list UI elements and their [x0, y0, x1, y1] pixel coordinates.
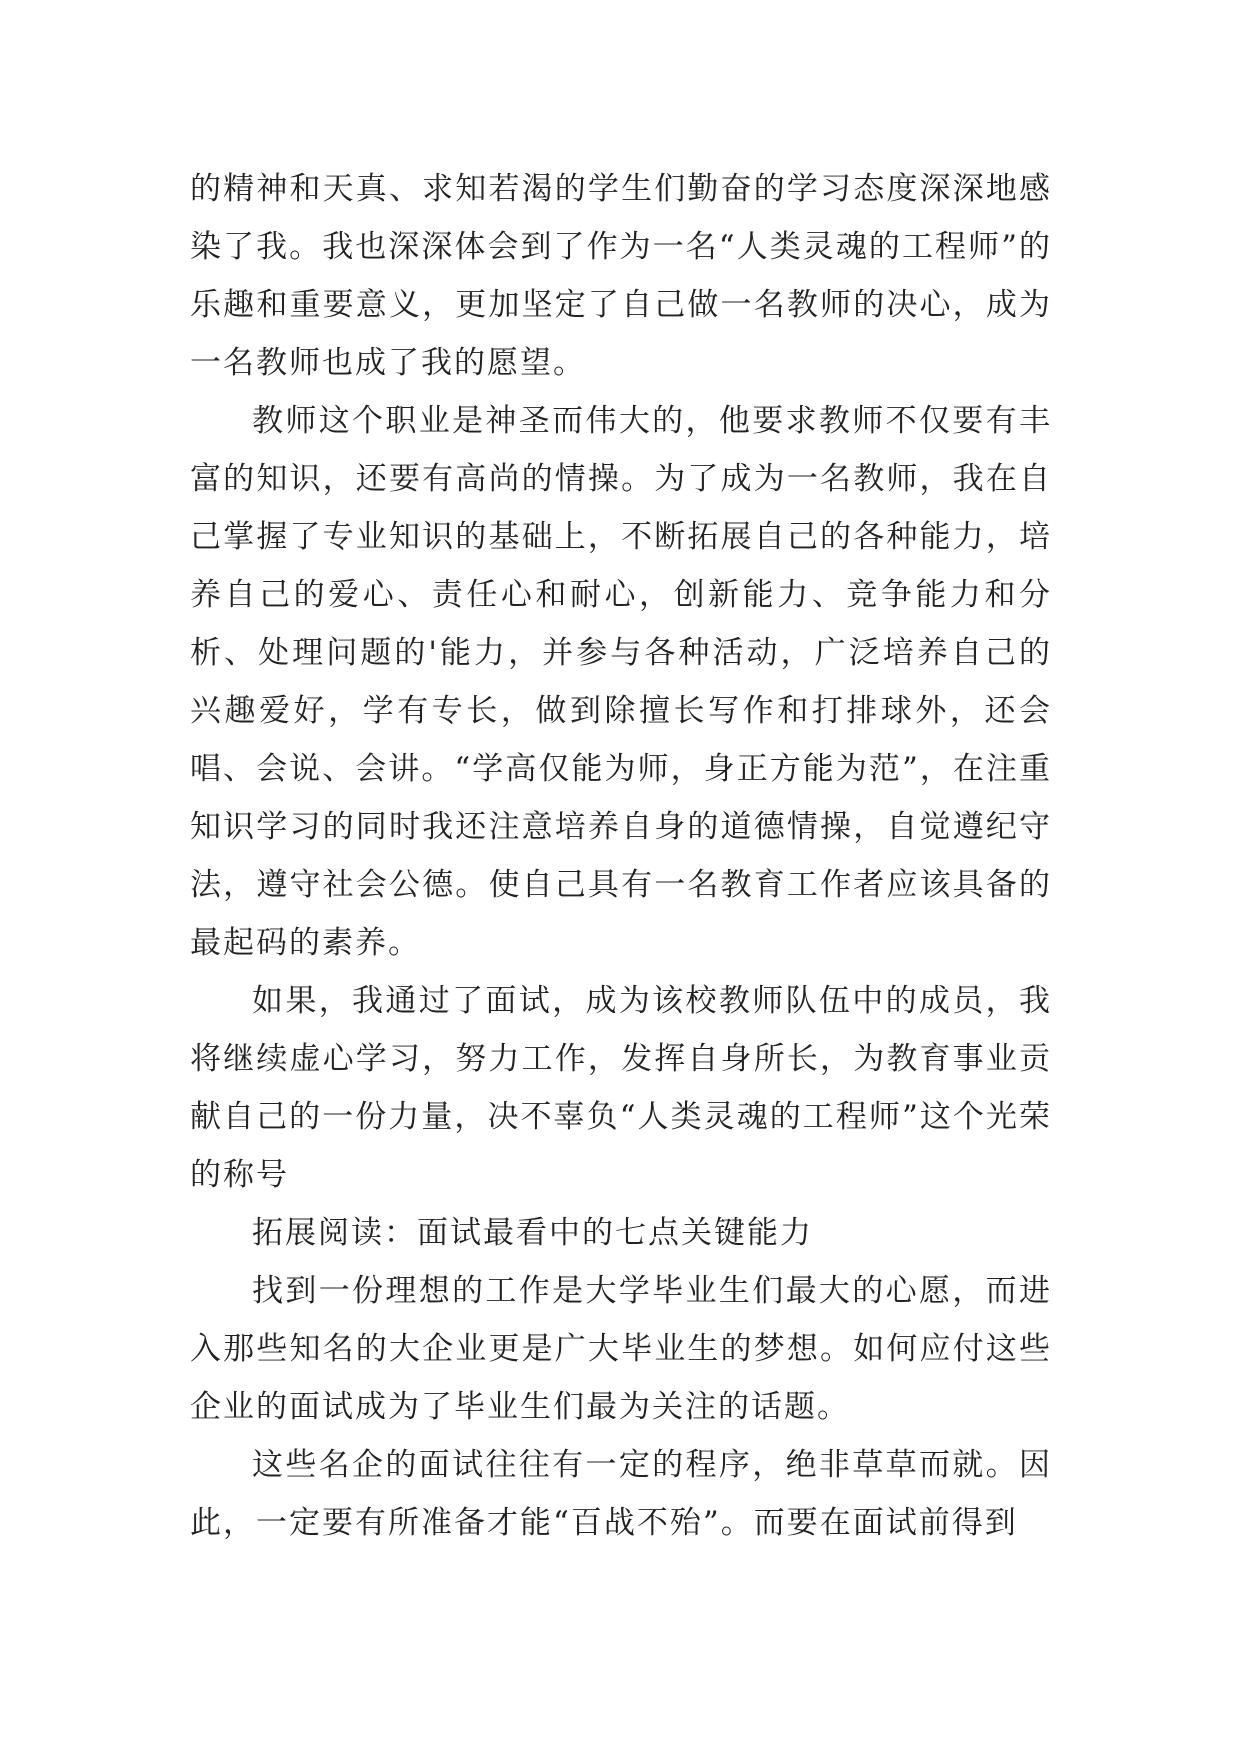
paragraph-ideal-job: 找到一份理想的工作是大学毕业生们最大的心愿，而进入那些知名的大企业更是广大毕业生的梦想。如何应付这些企业的面试成为了毕业生们最为关注的话题。 — [190, 1273, 1052, 1425]
section-heading-extended-reading: 拓展阅读：面试最看中的七点关键能力 — [252, 1215, 813, 1251]
paragraph-teacher-profession: 教师这个职业是神圣而伟大的，他要求教师不仅要有丰富的知识，还要有高尚的情操。为了成为一名教师，我在自己掌握了专业知识的基础上，不断拓展自己的各种能力，培养自己的爱心、责任心和耐心，创新能力、竞争能力和分析、处理问题的'能力，并参与各种活动，广泛培养自己的兴趣爱好，学有专长，做到除擅长写作和打排球外，还会唱、会说、会讲。“学高仅能为师，身正方能为范”，在注重知识学习的同时我还注意培养自身的道德情操，自觉遵纪守法，遵守社会公德。使自己具有一名教育工作者应该具备的最起码的素养。 — [190, 403, 1052, 961]
paragraph-if-pass-interview: 如果，我通过了面试，成为该校教师队伍中的成员，我将继续虚心学习，努力工作，发挥自身所长，为教育事业贡献自己的一份力量，决不辜负“人类灵魂的工程师”这个光荣的称号 — [190, 983, 1052, 1193]
paragraph-continuation: 的精神和天真、求知若渴的学生们勤奋的学习态度深深地感染了我。我也深深体会到了作为一名“人类灵魂的工程师”的乐趣和重要意义，更加坚定了自己做一名教师的决心，成为一名教师也成了我的愿望。 — [190, 171, 1052, 381]
document-body — [190, 160, 1052, 1552]
paragraph-interview-procedure: 这些名企的面试往往有一定的程序，绝非草草而就。因此，一定要有所准备才能“百战不殆”。而要在面试前得到 — [190, 1447, 1052, 1541]
